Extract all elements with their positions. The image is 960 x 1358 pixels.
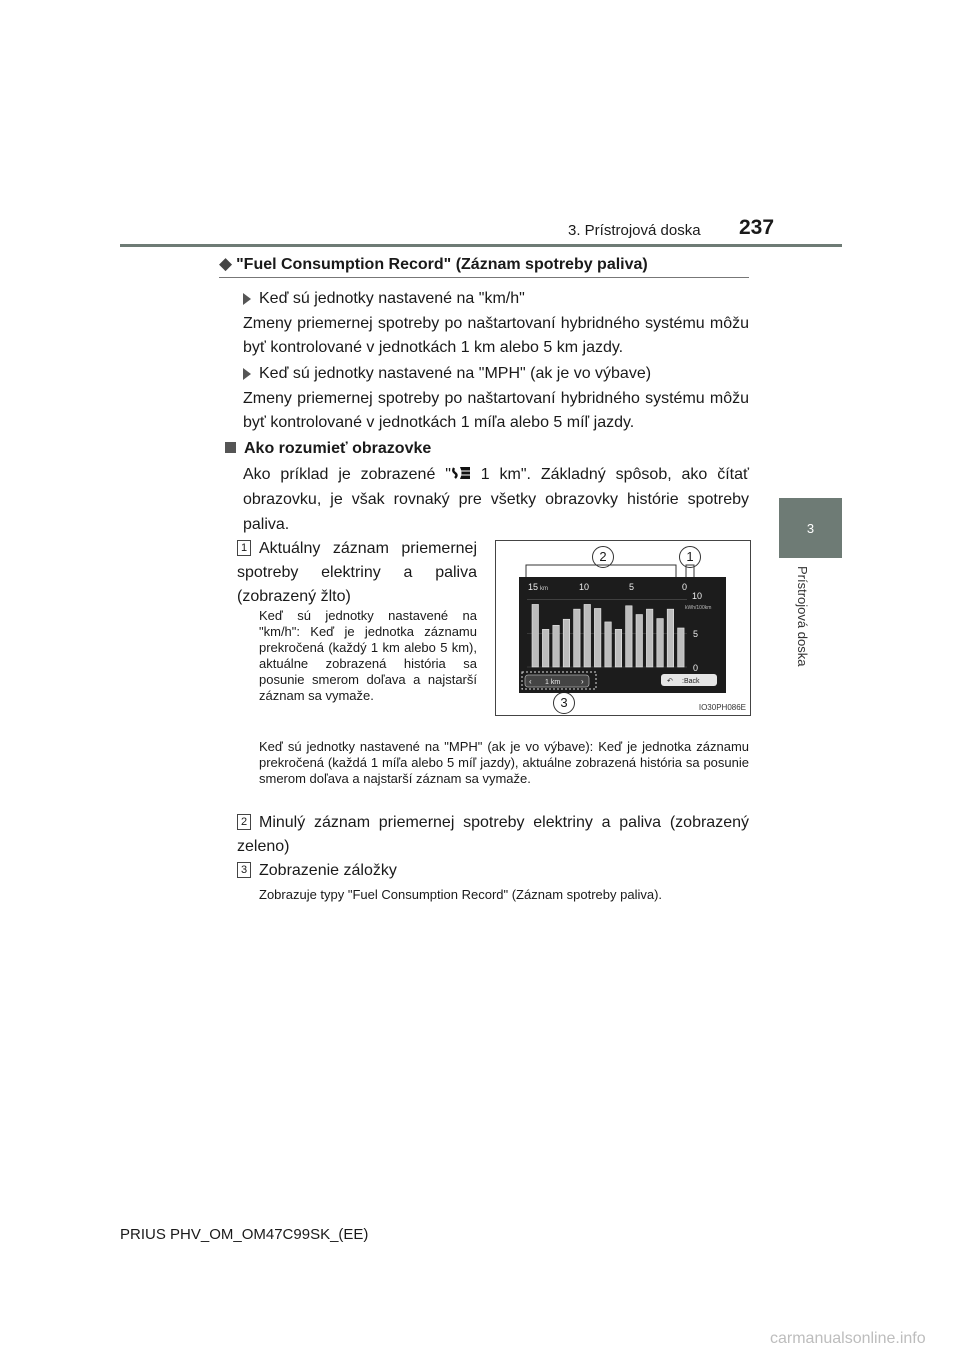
callout-3: 3 — [553, 692, 575, 714]
chapter-title: 3. Prístrojová doska — [568, 222, 701, 239]
y-tick-10: 10 — [692, 591, 703, 601]
x-tick-15: 15 — [528, 582, 539, 592]
mph-heading: Keď sú jednotky nastavené na "MPH" (ak je vo výbave) — [243, 362, 651, 386]
back-icon: ↶ — [667, 678, 673, 685]
callout-2: 2 — [592, 546, 614, 568]
page-number: 237 — [739, 216, 775, 239]
chapter-tab-number: 3 — [806, 520, 815, 536]
triangle-bullet-icon — [243, 368, 251, 380]
item-2-number: 2 — [237, 814, 251, 830]
bar-1 — [542, 629, 549, 667]
bar-9 — [626, 606, 633, 667]
bar-3 — [563, 619, 570, 667]
bar-12 — [657, 619, 664, 667]
fuel-record-figure — [495, 540, 751, 716]
bar-2 — [553, 625, 560, 667]
chapter-tab-label: Prístrojová doska — [795, 566, 810, 667]
bar-4 — [574, 609, 581, 667]
tab-left-icon: ‹ — [529, 677, 532, 686]
triangle-bullet-icon — [243, 293, 251, 305]
diamond-icon: ◆ — [219, 254, 233, 273]
fuel-economy-icon — [451, 465, 471, 481]
x-tick-unit: km — [540, 586, 548, 592]
x-tick-5: 5 — [629, 582, 635, 592]
bar-14 — [678, 628, 685, 667]
bar-6 — [594, 608, 601, 667]
item-1: 1 Aktuálny záznam priemernej spotreby elektriny a paliva (zobrazený žlto) — [237, 540, 477, 605]
bar-8 — [615, 629, 622, 667]
consumption-chart — [519, 577, 726, 693]
bar-10 — [636, 615, 643, 667]
x-tick-0: 0 — [682, 582, 688, 592]
subsection-intro: Ako príklad je zobrazené " 1 km". Základný spôsob, ako čítať obrazovku, je však rovnaký pre všetky obrazovky histórie spotreby paliva. — [243, 466, 749, 533]
item-1-number: 1 — [237, 540, 251, 556]
section-divider — [219, 277, 749, 278]
mph-paragraph: Zmeny priemernej spotreby po naštartovaní hybridného systému môžu byť kontrolované v jednotkách 1 míľa alebo 5 míľ jazdy. — [243, 390, 749, 431]
km-heading: Keď sú jednotky nastavené na "km/h" — [243, 287, 525, 311]
bar-0 — [532, 604, 539, 667]
tab-label: 1 km — [545, 679, 561, 686]
square-bullet-icon — [225, 442, 236, 453]
item-3-note: Zobrazuje typy "Fuel Consumption Record" (Záznam spotreby paliva). — [259, 887, 663, 902]
document-footer: PRIUS PHV_OM_OM47C99SK_(EE) — [120, 1226, 369, 1243]
display-screen — [519, 577, 726, 693]
section-title — [219, 254, 648, 274]
km-paragraph: Zmeny priemernej spotreby po naštartovaní hybridného systému môžu byť kontrolované v jednotkách 1 km alebo 5 km jazdy. — [243, 315, 749, 356]
item-3-number: 3 — [237, 862, 251, 878]
y-tick-5: 5 — [693, 629, 699, 639]
back-label: :Back — [682, 678, 700, 685]
item-2: 2 Minulý záznam priemernej spotreby elektriny a paliva (zobrazený zeleno) — [237, 814, 749, 855]
bar-7 — [605, 622, 612, 667]
header-divider — [120, 244, 842, 247]
section-title-text: "Fuel Consumption Record" (Záznam spotreby paliva) — [236, 256, 648, 273]
item-1-note-mph: Keď sú jednotky nastavené na "MPH" (ak je vo výbave): Keď je jednotka záznamu prekročená (každá 1 míľa alebo 5 míľ jazdy), aktuálne zobrazená história sa posunie smerom doľava a najstarší záznam sa vymaže. — [259, 739, 749, 786]
subsection-title: Ako rozumieť obrazovke — [225, 437, 431, 461]
item-3: 3 Zobrazenie záložky — [237, 859, 397, 883]
y-unit: kWh/100km — [685, 605, 712, 611]
chapter-tab[interactable] — [779, 498, 842, 558]
x-tick-10: 10 — [579, 582, 590, 592]
callout-1: 1 — [679, 546, 701, 568]
y-tick-0: 0 — [693, 663, 699, 673]
tab-right-icon: › — [581, 677, 584, 686]
item-1-note-km: Keď sú jednotky nastavené na "km/h": Keď je jednotka záznamu prekročená (každý 1 km alebo 5 km), aktuálne zobrazená história sa posunie smerom doľava a najstarší záznam sa vymaže. — [259, 608, 477, 703]
bar-11 — [646, 609, 653, 667]
watermark: carmanualsonline.info — [770, 1330, 926, 1347]
figure-code: IO30PH086E — [698, 703, 746, 712]
bar-5 — [584, 604, 591, 667]
bar-13 — [667, 609, 674, 667]
